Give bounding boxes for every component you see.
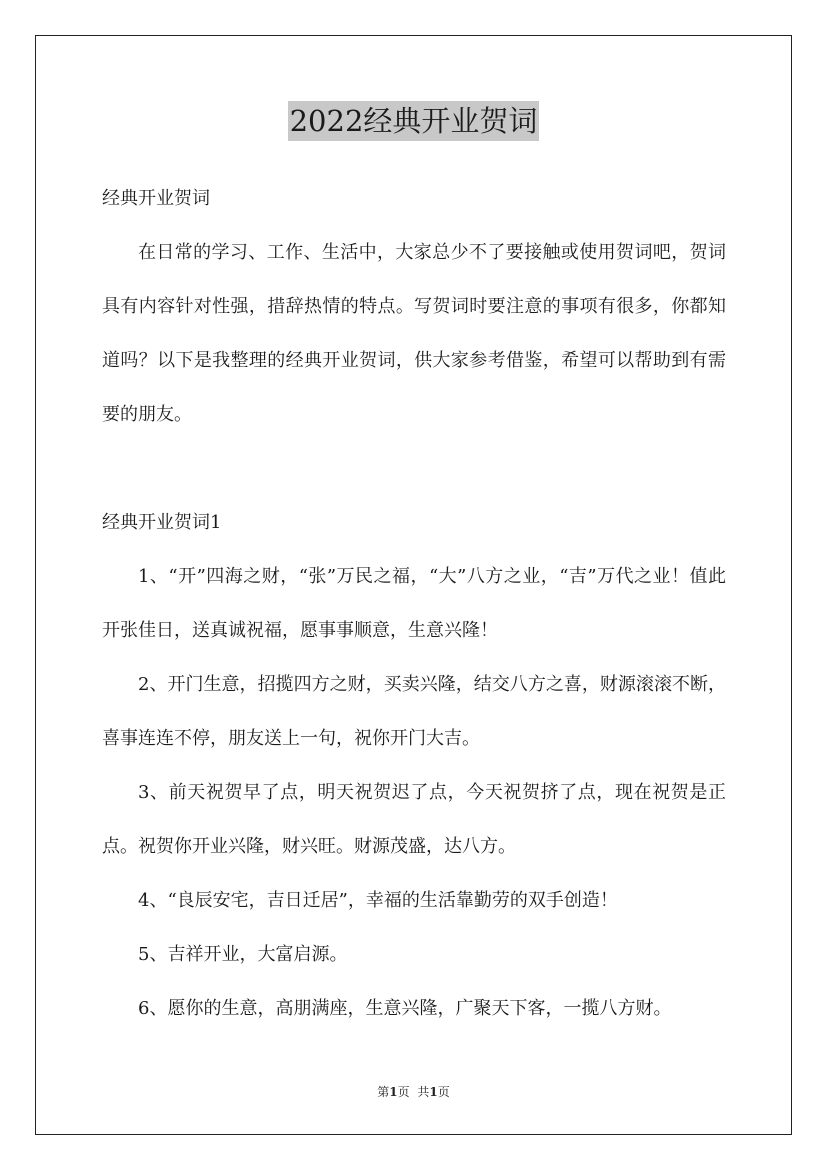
- intro-paragraph: 在日常的学习、工作、生活中，大家总少不了要接触或使用贺词吧，贺词具有内容针对性强，措辞热情的特点。写贺词时要注意的事项有很多，你都知道吗？以下是我整理的经典开业贺词，供大家参考借鉴，希望可以帮助到有需要的朋友。: [102, 242, 726, 425]
- list-item: 6、愿你的生意，高朋满座，生意兴隆，广聚天下客，一揽八方财。: [138, 998, 672, 1019]
- list-item: 1、“开”四海之财，“张”万民之福，“大”八方之业，“吉”万代之业！值此开张佳日，送真诚祝福，愿事事顺意，生意兴隆！: [102, 566, 726, 641]
- document-title: 2022经典开业贺词: [288, 101, 540, 141]
- list-item: 2、开门生意，招揽四方之财，买卖兴隆，结交八方之喜，财源滚滚不断，喜事连连不停，朋友送上一句，祝你开门大吉。: [102, 674, 726, 749]
- total-label-prefix: 共: [417, 1085, 430, 1099]
- section-heading: 经典开业贺词1: [102, 512, 222, 533]
- total-label-suffix: 页: [437, 1085, 450, 1099]
- total-pages: 1: [429, 1085, 438, 1099]
- title-container: [0, 101, 827, 141]
- page-number: 1: [389, 1085, 398, 1099]
- page-label-suffix: 页: [397, 1085, 410, 1099]
- document-body: [102, 172, 726, 1036]
- page-label-prefix: 第: [377, 1085, 390, 1099]
- list-item: 3、前天祝贺早了点，明天祝贺迟了点，今天祝贺挤了点，现在祝贺是正点。祝贺你开业兴隆，财兴旺。财源茂盛，达八方。: [102, 782, 726, 857]
- page-footer: [0, 1084, 827, 1100]
- list-item: 4、“良辰安宅，吉日迁居”，幸福的生活靠勤劳的双手创造！: [138, 890, 618, 911]
- intro-heading: 经典开业贺词: [102, 188, 210, 209]
- section-spacer: [102, 442, 726, 496]
- list-item: 5、吉祥开业，大富启源。: [138, 944, 348, 965]
